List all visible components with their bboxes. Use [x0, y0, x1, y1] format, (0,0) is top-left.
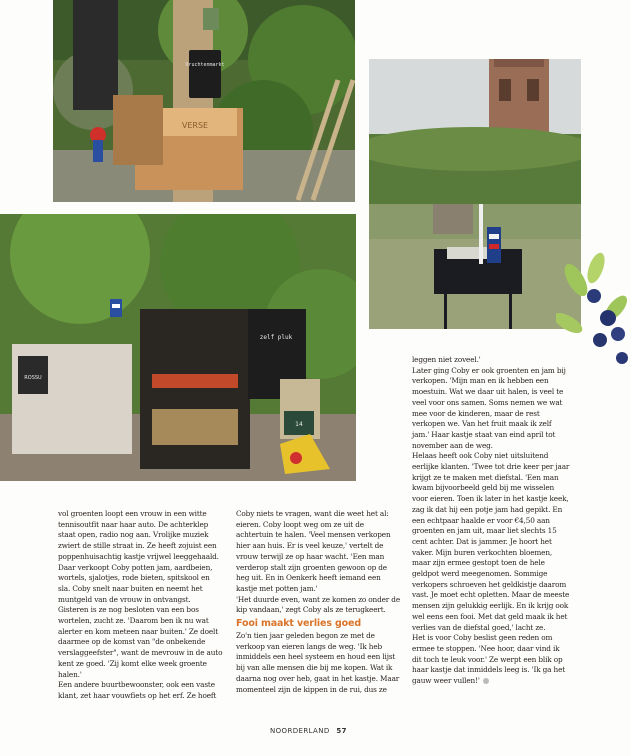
text-line: eerlijke klanten. 'Twee tot drie keer per jaar	[412, 462, 570, 472]
text-line: kent ze goed. 'Zij komt elke week groente	[58, 658, 207, 668]
text-line: groenten en jam uit, maar liet slechts 15	[412, 526, 557, 536]
text-line: Daar verkoopt Coby potten jam, aardbeien,	[58, 562, 213, 572]
text-line: Helaas heeft ook Coby niet uitsluitend	[412, 451, 549, 461]
text-line: vast. Je moet echt opletten. Maar de meeste	[412, 590, 570, 600]
photo-church-tower	[369, 59, 581, 329]
blueberry-decoration	[556, 248, 631, 368]
text-line: verkopen we. Van het fruit maak ik zelf	[412, 419, 552, 429]
text-col-mid	[236, 509, 400, 695]
text-line: kastje met potten jam.'	[236, 583, 318, 593]
text-line: hier aan huis. Er is veel keuze,' vertelt de	[236, 541, 384, 551]
chalkboard-text: Vruchtenmarkt	[185, 62, 225, 68]
text-line: verkopers schroeven het geldkistje daarom	[412, 579, 567, 589]
text-line: leggen niet zoveel.'	[412, 355, 481, 364]
text-line: vol groenten loopt een vrouw in een witte	[58, 509, 207, 518]
chalkboard-bottom-text: zelf pluk	[259, 334, 293, 341]
text-line: Het is voor Coby beslist geen reden om	[412, 633, 553, 643]
text-line: gauw weer vullen!'	[412, 676, 569, 687]
text-line: wortelen, zucht ze. 'Daarom ben ik nu wat	[58, 616, 209, 626]
section-heading: Fooi maakt verlies goed	[236, 618, 361, 630]
text-line: verslaggeefster", want de mevrouw in de auto	[58, 648, 223, 658]
text-line: moestuin. Wat we daar uit halen, is veel te	[412, 387, 564, 397]
text-line: verkoop van eieren langs de weg. 'Ik heb	[236, 641, 383, 651]
page-footer	[270, 727, 347, 735]
text-line: vaker. Mijn buren verkochten bloemen,	[412, 547, 553, 557]
text-line: tennisoutfit naar haar auto. De achterklep	[58, 519, 209, 529]
text-line: haar kastje dat inmiddels leeg is. 'Ik ga het	[412, 665, 566, 675]
text-line: eieren. Coby loopt weg om ze uit de	[236, 519, 364, 529]
text-line: muntgeld van de vrouw in ontvangst.	[58, 594, 191, 604]
text-line: krijgt ze te maken met diefstal. 'Een man	[412, 472, 559, 482]
text-line: staat open, radio nog aan. Vrolijke muziek	[58, 530, 209, 540]
text-line: alerter en kom meteen naar buiten.' Ze doelt	[58, 626, 219, 636]
photo-market-stall	[0, 214, 356, 481]
photo-honesty-box-chalkboard	[53, 0, 355, 202]
text-line: dit toch te leuk voor.' Ze werpt een blik op	[412, 654, 563, 664]
text-col-left	[58, 509, 222, 702]
text-line: daarmee op de komst van "de onbekende	[58, 637, 206, 647]
text-line: 'Het duurde even, want ze komen zo onder de	[236, 594, 400, 604]
text-line: daarna nog over heb, gaat in het kastje. Maar	[236, 673, 400, 683]
text-line: november aan de weg.	[412, 440, 493, 450]
text-line: cent achter. Dat is jammer. Je hoort het	[412, 536, 552, 546]
text-line: wel eens een fooi. Met dat geld maak ik het	[412, 611, 568, 621]
text-line: verderop stalt zijn groenten gewoon op de	[236, 562, 387, 572]
text-line: Een andere buurtbewoonster, ook een vaste	[58, 680, 215, 690]
text-line: voor eieren. Toen ik later in het kastje keek,	[412, 494, 569, 504]
text-line: sla. Coby snelt naar buiten en neemt het	[58, 583, 203, 593]
text-line: Zo'n tien jaar geleden begon ze met de	[236, 631, 375, 641]
magazine-name: NOORDERLAND	[270, 727, 330, 735]
text-line: klant, zet haar vouwfiets op het erf. Ze hoeft	[58, 690, 217, 700]
text-line: een echtpaar haalde er voor €4,50 aan	[412, 515, 550, 525]
text-line: inmiddels een heel systeem en houd een lijst	[236, 652, 396, 662]
text-line: veel voor ons samen. Soms nemen we wat	[412, 397, 563, 407]
text-line: Coby niets te vragen, want die weet het al:	[236, 509, 389, 518]
text-line: Later ging Coby er ook groenten en jam bij	[412, 365, 566, 375]
text-line: achtertuin te halen. 'Veel mensen verkopen	[236, 530, 391, 540]
text-line: geldpot werd meegenomen. Sommige	[412, 569, 548, 579]
text-line: mensen zijn gelukkig eerlijk. En ik krijg ook	[412, 601, 569, 611]
text-line: poppenhuisachtig kastje vrijwel leeggehaald.	[58, 551, 219, 561]
text-line: kip vandaan,' zegt Coby als ze terugkeert.	[236, 605, 386, 615]
text-line: verlies van de diefstal goed,' lacht ze.	[412, 622, 546, 632]
text-line: wortels, sjalotjes, rode bieten, spitskool en	[58, 573, 210, 583]
text-line: heg uit. En in Oenkerk heeft iemand een	[236, 573, 381, 583]
text-line: mee voor de kinderen, maar de rest	[412, 408, 540, 418]
end-mark-icon	[483, 678, 489, 684]
page-number: 57	[336, 727, 347, 735]
text-line: Gisteren is ze nog besloten van een bos	[58, 605, 199, 615]
text-line: verkopen. 'Mijn man en ik hebben een	[412, 376, 549, 386]
text-line: kwam bijvoorbeeld geld bij me wisselen	[412, 483, 555, 493]
box-label: VERSE	[181, 121, 209, 130]
text-line: bij van alle mensen die bij me kopen. Wat ik	[236, 663, 393, 673]
text-line: zag ik dat hij een potje jam had gepikt. En	[412, 504, 563, 514]
text-line: vrouw terwijl ze op haar wacht. 'Een man	[236, 551, 385, 561]
text-line: zwiert de stille straat in. Ze heeft zojuist een	[58, 541, 217, 551]
text-col-right-top	[412, 355, 569, 687]
sign-rossu: ROSSU	[24, 375, 42, 381]
mailbox-number: 14	[295, 421, 303, 428]
text-line: halen.'	[58, 669, 82, 679]
text-line: maar zijn ermee gestopt toen de hele	[412, 558, 545, 568]
text-line: jam.' Haar kastje staat van eind april tot	[412, 429, 556, 439]
text-line: ermee te stoppen. 'Nee hoor, daar vind ik	[412, 643, 560, 653]
text-line: momenteel zijn de kippen in de rui, dus ze	[236, 684, 387, 694]
